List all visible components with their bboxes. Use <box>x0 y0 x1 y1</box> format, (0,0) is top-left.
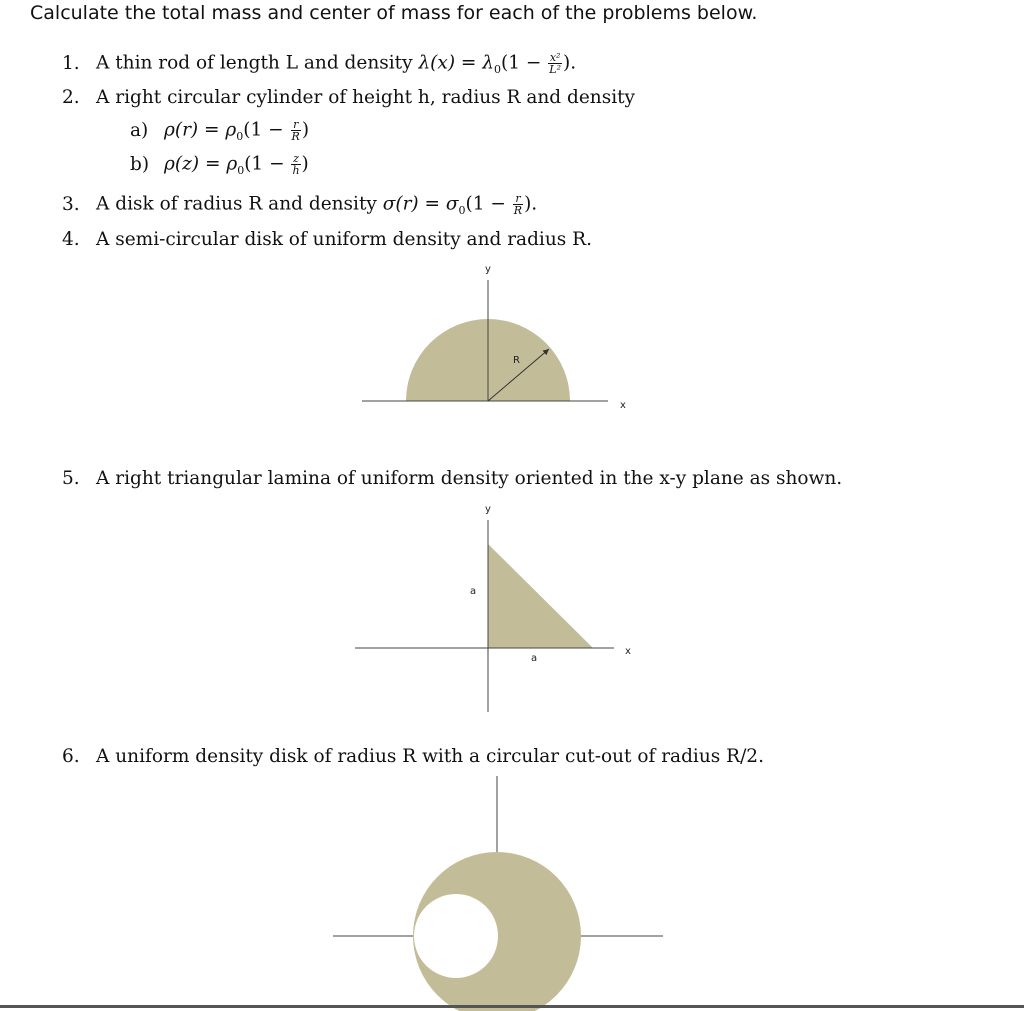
fraction-numerator: x² <box>549 51 561 64</box>
formula-open: (1 − <box>465 193 512 215</box>
problem-number: 6. <box>62 746 80 767</box>
formula-lhs: λ(x) = λ <box>418 52 495 74</box>
fraction-denominator: h <box>292 164 300 177</box>
formula-subscript: 0 <box>458 204 466 218</box>
y-axis-label: y <box>485 504 491 515</box>
page-title: Calculate the total mass and center of mass for each of the problems below. <box>30 2 758 24</box>
formula-subscript: 0 <box>237 164 245 178</box>
problem-text: A semi-circular disk of uniform density and radius R. <box>96 229 592 250</box>
formula-lhs: σ(r) = σ <box>382 193 459 215</box>
problem-number: 1. <box>62 52 80 74</box>
subproblem-label: a) <box>130 119 149 141</box>
problem-number: 4. <box>62 229 80 250</box>
formula-close: ) <box>301 153 309 175</box>
formula-subscript: 0 <box>236 130 244 144</box>
circular-cutout <box>414 894 498 978</box>
problem-text: A disk of radius R and density <box>96 193 383 215</box>
problem-text: A right circular cylinder of height h, radius R and density <box>96 87 636 108</box>
problem-number: 2. <box>62 87 80 108</box>
semicircle-figure <box>362 264 626 411</box>
fraction-numerator: r <box>291 119 301 131</box>
formula-close: ). <box>524 193 538 215</box>
subproblem-label: b) <box>130 153 150 175</box>
disk-cutout-figure <box>333 776 663 1011</box>
formula-lhs: ρ(z) = ρ <box>164 153 238 175</box>
fraction-denominator: R <box>291 130 300 143</box>
fraction-numerator: r <box>513 193 523 205</box>
formula-open: (1 − <box>501 52 548 74</box>
fraction-denominator: L² <box>549 63 562 76</box>
formula-close: ). <box>563 52 577 74</box>
problem-number: 3. <box>62 193 80 215</box>
triangle-figure <box>355 504 631 712</box>
problem-text: A right triangular lamina of uniform density oriented in the x-y plane as shown. <box>96 468 843 489</box>
vertical-leg-label: a <box>470 586 477 597</box>
problem-number: 5. <box>62 468 80 489</box>
fraction-numerator: z <box>293 152 299 165</box>
formula-close: ) <box>301 119 310 141</box>
fraction-denominator: R <box>513 204 523 217</box>
formula-open: (1 − <box>244 153 291 175</box>
triangle-lamina <box>488 544 593 648</box>
y-axis-label: y <box>485 264 491 275</box>
x-axis-label: x <box>620 400 626 411</box>
formula-open: (1 − <box>243 119 290 141</box>
formula-subscript: 0 <box>494 63 502 77</box>
formula-lhs: ρ(r) = ρ <box>164 119 237 141</box>
bottom-divider <box>0 1005 1024 1008</box>
problem-text: A uniform density disk of radius R with a circular cut-out of radius R/2. <box>96 746 764 767</box>
radius-label: R <box>513 355 520 366</box>
x-axis-label: x <box>625 646 631 657</box>
horizontal-leg-label: a <box>531 653 538 664</box>
problem-text: A thin rod of length L and density <box>96 52 419 74</box>
